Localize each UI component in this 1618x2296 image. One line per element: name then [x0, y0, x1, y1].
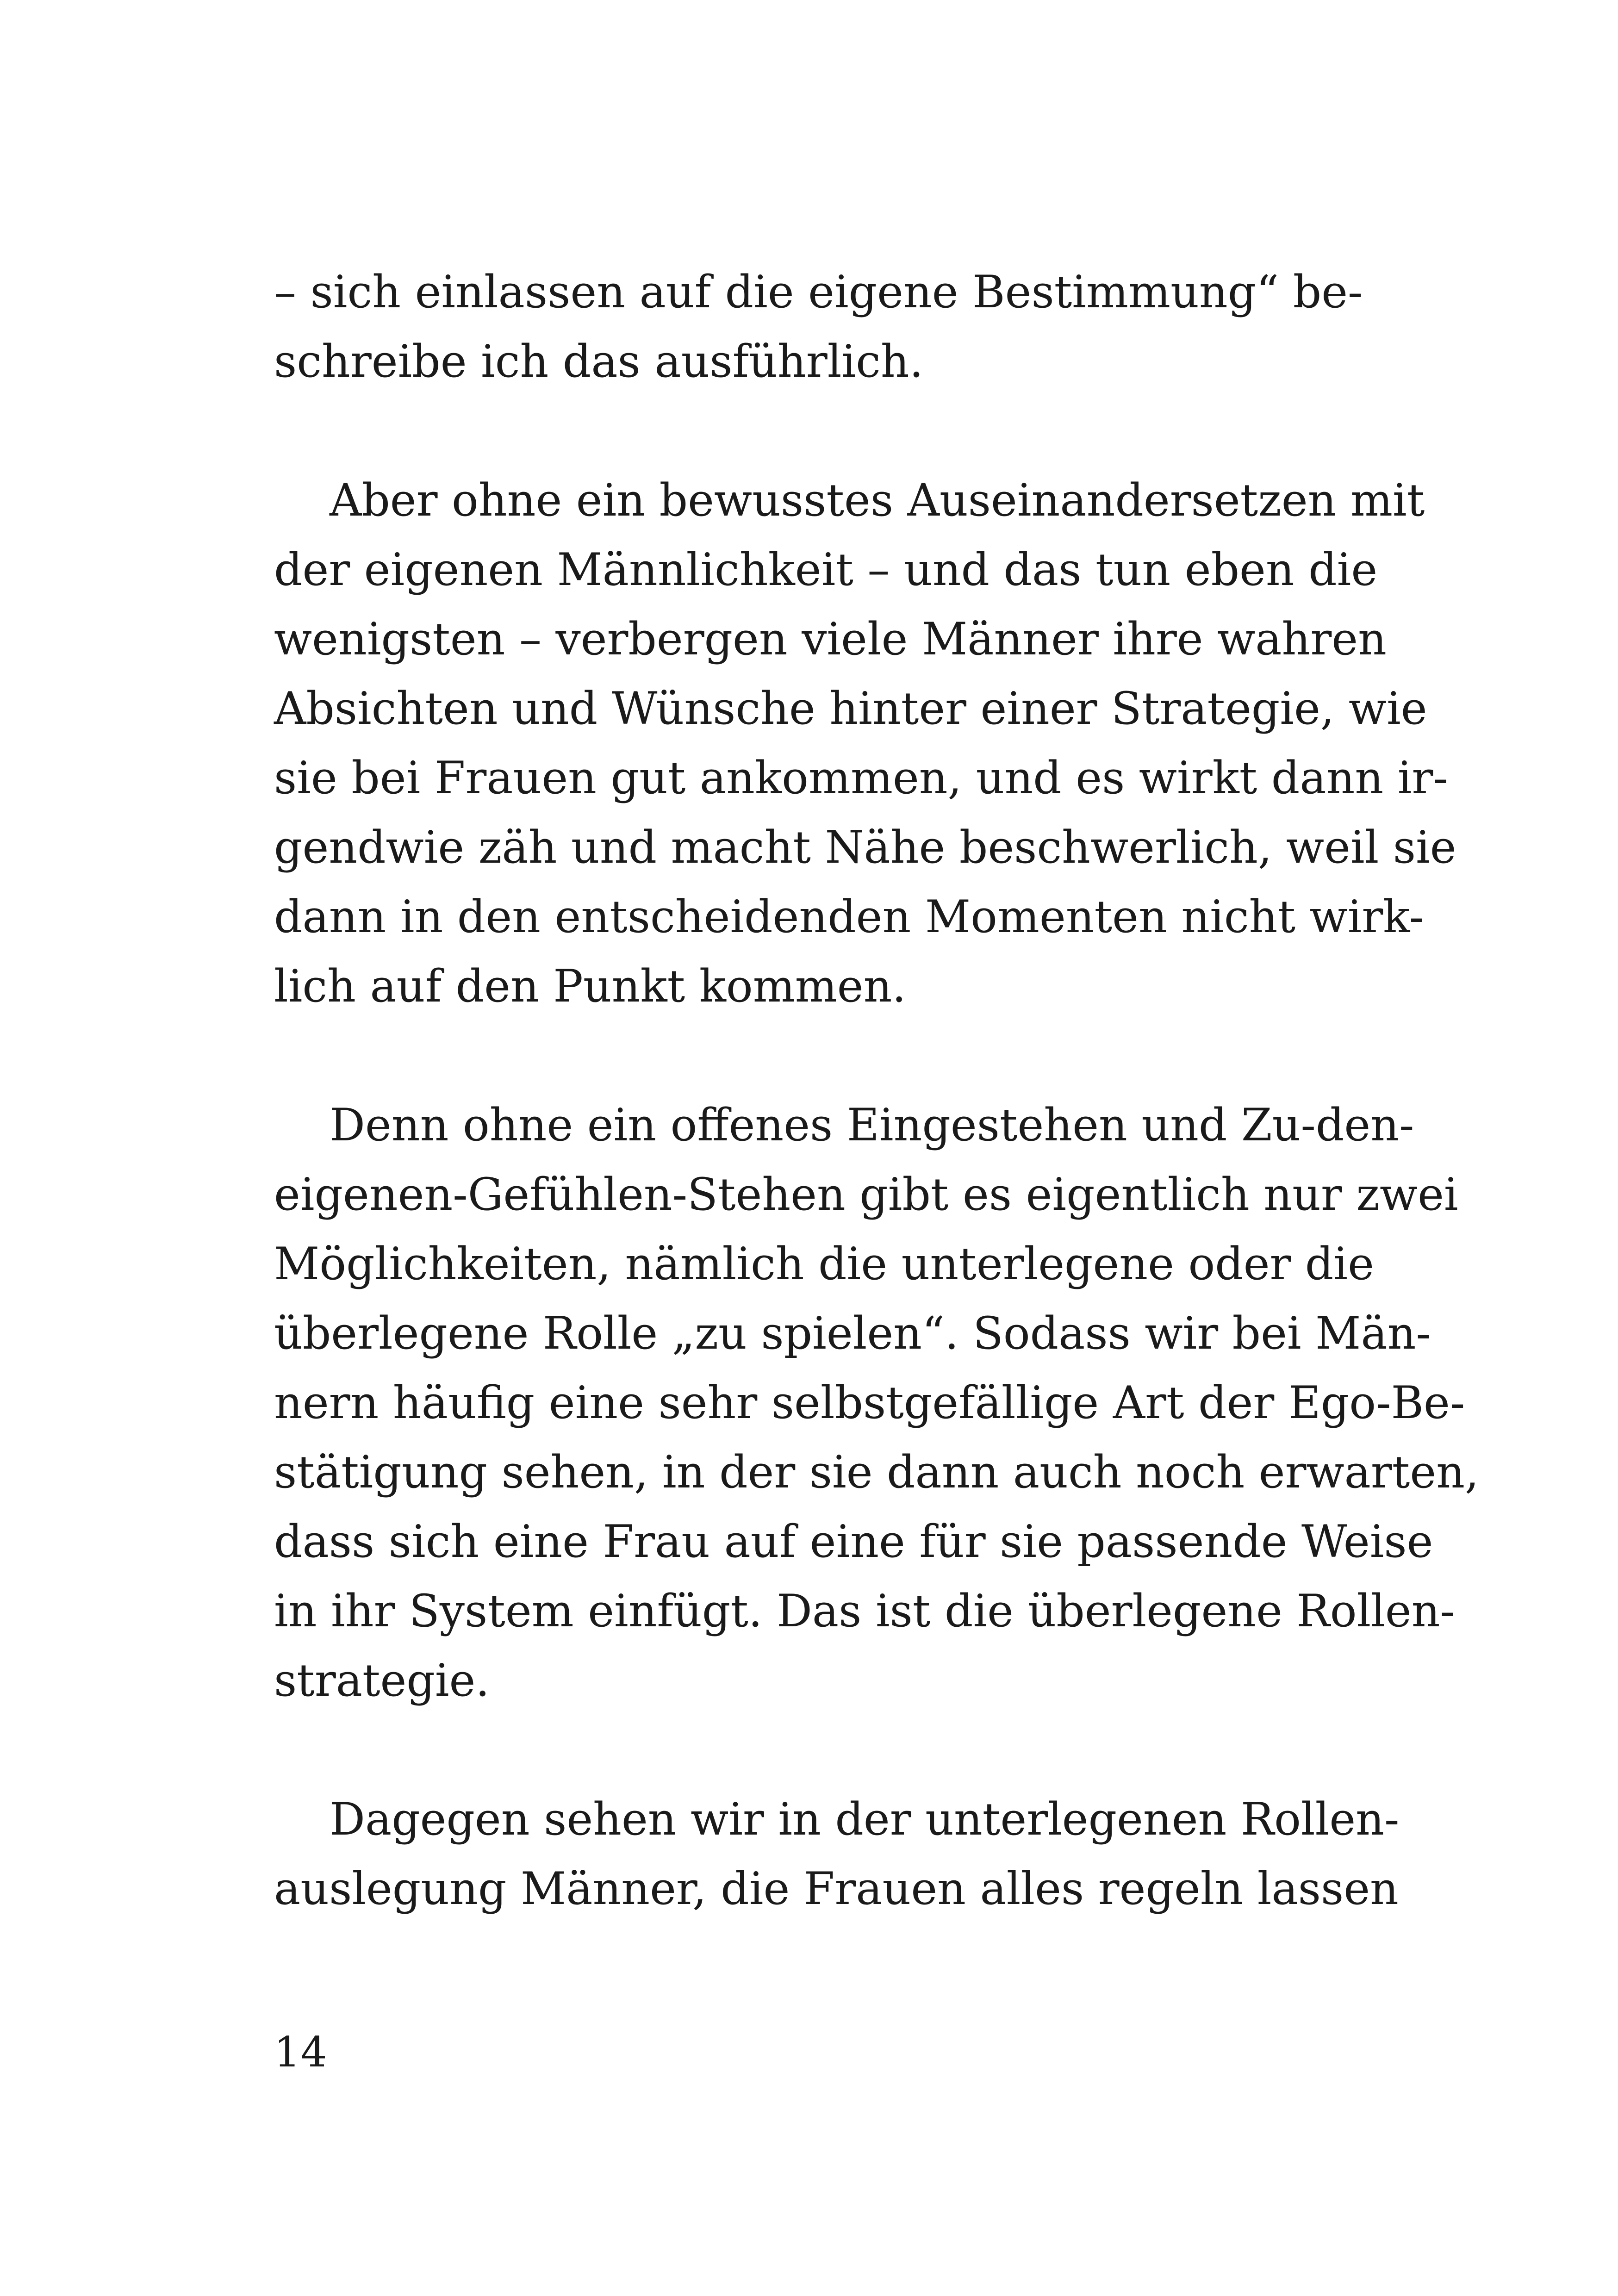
paragraph-spacer — [274, 1715, 1349, 1785]
paragraph — [274, 466, 1456, 1021]
paragraph — [274, 1785, 1400, 1923]
text-line: Möglichkeiten, nämlich die unterlegene oder die — [274, 1238, 1374, 1290]
text-line: überlegene Rolle „zu spielen“. Sodass wir bei Män- — [274, 1307, 1431, 1359]
page-number: 14 — [274, 2028, 327, 2077]
text-line: dann in den entscheidenden Momenten nicht wirk- — [274, 891, 1425, 943]
body-text — [274, 257, 1479, 1923]
text-line: gendwie zäh und macht Nähe beschwerlich, weil sie — [274, 821, 1456, 873]
text-line: lich auf den Punkt kommen. — [274, 960, 906, 1012]
paragraph — [274, 257, 1363, 396]
text-line: nern häufig eine sehr selbstgefällige Art der Ego-Be- — [274, 1377, 1465, 1429]
text-line: strategie. — [274, 1655, 490, 1706]
text-line: – sich einlassen auf die eigene Bestimmung“ be- — [274, 266, 1363, 318]
text-line: stätigung sehen, in der sie dann auch noch erwarten, — [274, 1446, 1479, 1498]
text-line: der eigenen Männlichkeit – und das tun eben die — [274, 544, 1378, 596]
text-line: Absichten und Wünsche hinter einer Strategie, wie — [274, 683, 1427, 734]
text-line: in ihr System einfügt. Das ist die überlegene Rollen- — [274, 1585, 1455, 1637]
text-line: auslegung Männer, die Frauen alles regeln lassen — [274, 1863, 1399, 1915]
text-line: dass sich eine Frau auf eine für sie passende Weise — [274, 1516, 1433, 1568]
text-line: eigenen-Gefühlen-Stehen gibt es eigentlich nur zwei — [274, 1169, 1458, 1220]
paragraph-spacer — [274, 1021, 1349, 1090]
text-line: wenigsten – verbergen viele Männer ihre wahren — [274, 613, 1387, 665]
text-line: Denn ohne ein offenes Eingestehen und Zu-den- — [330, 1099, 1414, 1151]
paragraph — [274, 1090, 1479, 1715]
text-line: sie bei Frauen gut ankommen, und es wirkt dann ir- — [274, 752, 1448, 804]
text-line: Aber ohne ein bewusstes Auseinandersetzen mit — [330, 474, 1425, 526]
text-line: Dagegen sehen wir in der unterlegenen Rollen- — [330, 1793, 1400, 1845]
paragraph-spacer — [274, 396, 1349, 466]
text-line: schreibe ich das ausführlich. — [274, 336, 924, 387]
